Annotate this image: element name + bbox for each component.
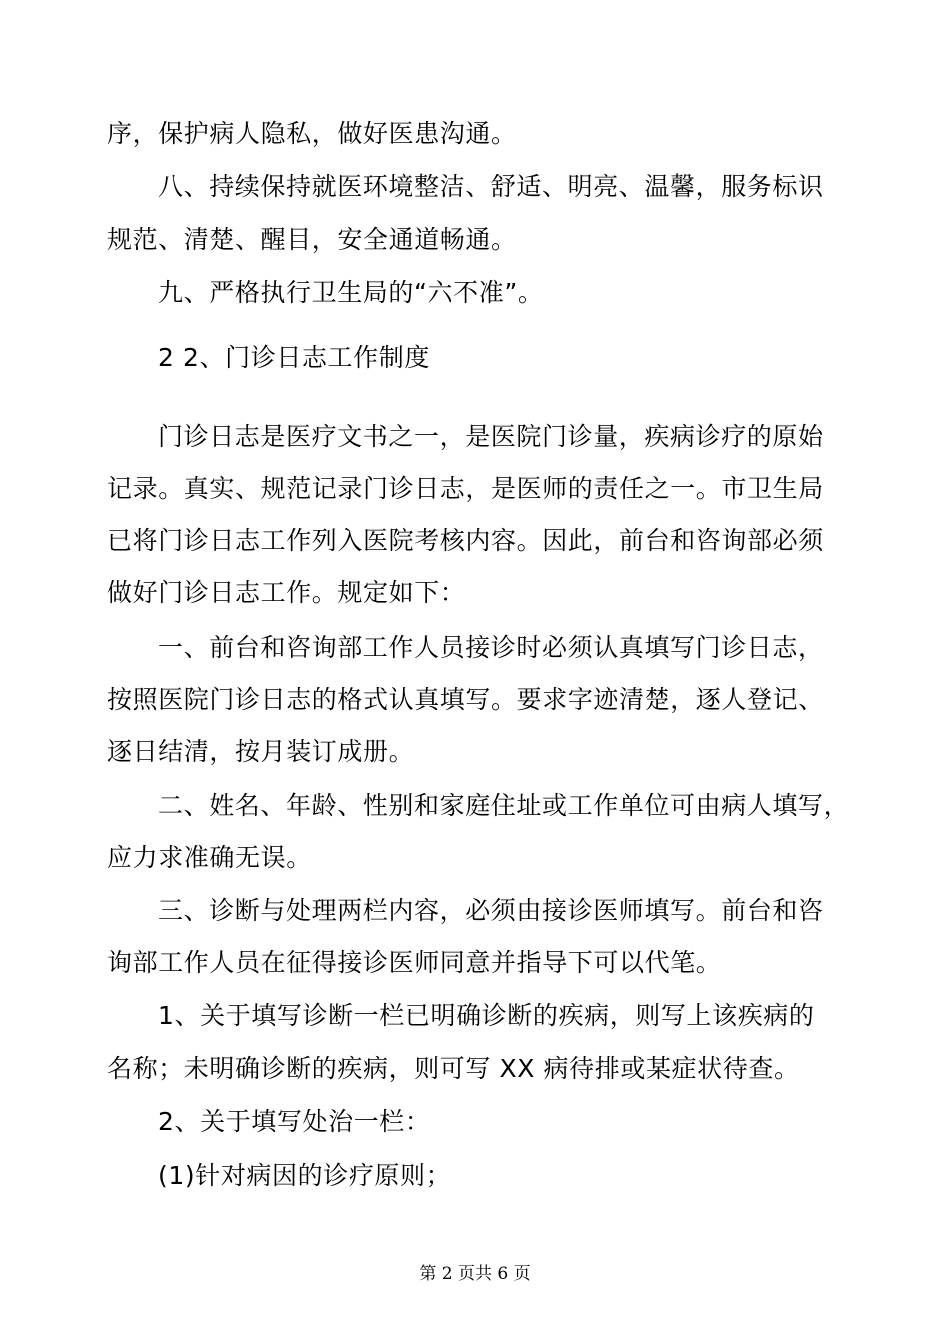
text-line-6: 门诊日志是医疗文书之一，是医院门诊量，疾病诊疗的原始 (158, 422, 824, 451)
text-line-11: 按照医院门诊日志的格式认真填写。要求字迹清楚，逐人登记、 (107, 685, 824, 714)
text-line-7: 记录。真实、规范记录门诊日志，是医师的责任之一。市卫生局 (107, 474, 824, 503)
text-line-8: 已将门诊日志工作列入医院考核内容。因此，前台和咨询部必须 (107, 526, 824, 555)
text-line-4: 九、严格执行卫生局的“六不准”。 (158, 278, 544, 307)
text-line-17: 1、关于填写诊断一栏已明确诊断的疾病，则写上该疾病的 (158, 1001, 815, 1030)
text-line-16: 询部工作人员在征得接诊医师同意并指导下可以代笔。 (107, 948, 722, 977)
text-line-20: (1)针对病因的诊疗原则； (158, 1161, 452, 1190)
text-line-10: 一、前台和咨询部工作人员接诊时必须认真填写门诊日志， (158, 633, 824, 662)
page-footer: 第 2 页共 6 页 (419, 1264, 531, 1284)
text-line-1: 序，保护病人隐私，做好医患沟通。 (107, 119, 517, 148)
text-line-15: 三、诊断与处理两栏内容，必须由接诊医师填写。前台和咨 (158, 896, 824, 925)
text-line-2: 八、持续保持就医环境整洁、舒适、明亮、温馨，服务标识 (158, 172, 824, 201)
text-line-9: 做好门诊日志工作。规定如下： (107, 578, 466, 607)
text-line-14: 应力求准确无误。 (107, 843, 312, 872)
section-heading: 2 2、门诊日志工作制度 (158, 343, 430, 372)
text-line-18: 名称；未明确诊断的疾病，则可写 XX 病待排或某症状待查。 (107, 1054, 800, 1083)
text-line-3: 规范、清楚、醒目，安全通道畅通。 (107, 225, 517, 254)
text-line-12: 逐日结清，按月装订成册。 (107, 737, 415, 766)
text-line-13: 二、姓名、年龄、性别和家庭住址或工作单位可由病人填写， (158, 791, 850, 820)
text-line-19: 2、关于填写处治一栏： (158, 1107, 431, 1136)
